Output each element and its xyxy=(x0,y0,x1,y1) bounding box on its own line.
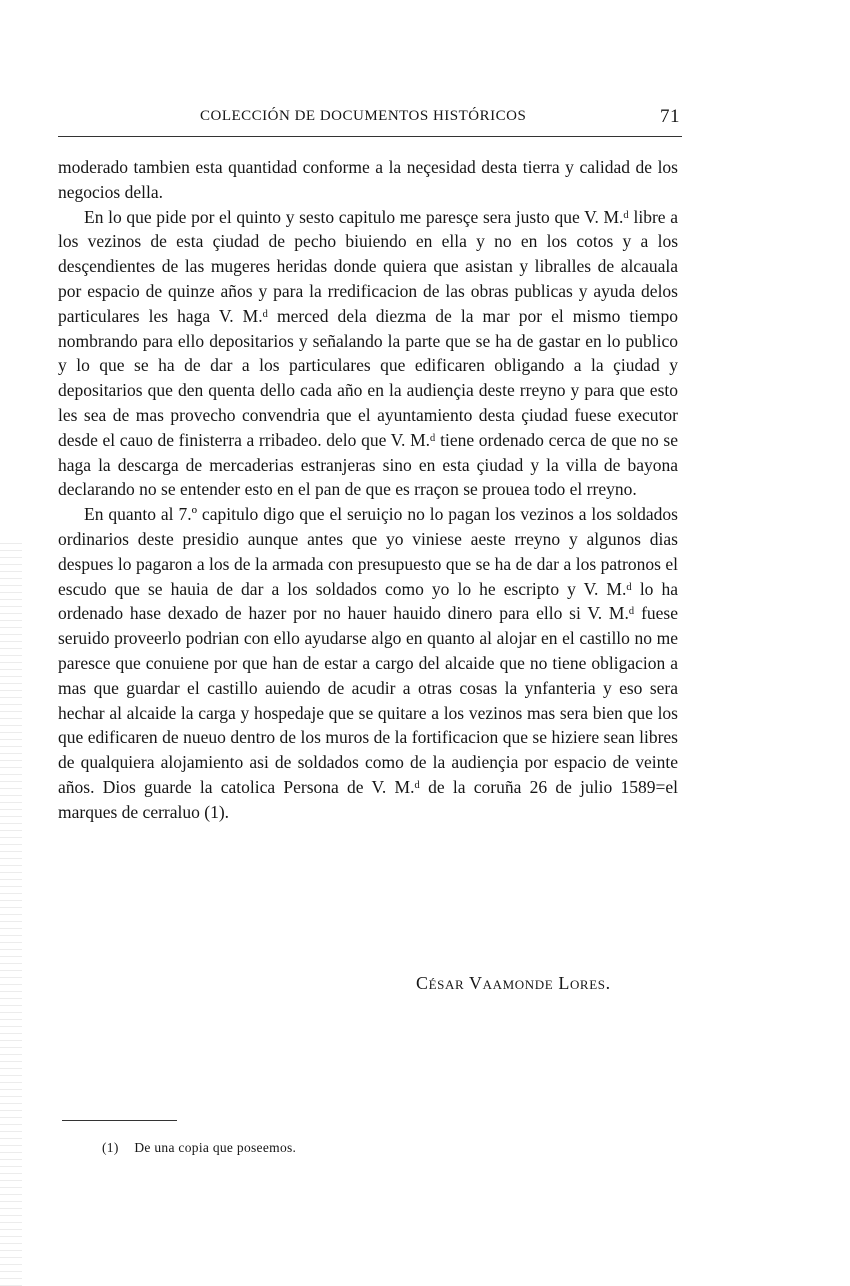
running-header xyxy=(200,106,680,132)
footnote-rule xyxy=(62,1120,177,1121)
paragraph-quinto-sesto: En lo que pide por el quinto y sesto capitulo me paresçe sera justo que V. M.ᵈ libre a los vezinos de esta çiudad de pecho biuiendo en ella y no en los cotos y a los desçendientes de las mugeres heridas donde quiera que asistan y libralles de alcauala por espacio de quinze años y para la rredificacion de las obras publicas y ayuda delos particulares les haga V. M.ᵈ merced dela diezma de la mar por el mismo tiempo nombrando para ello depositarios y señalando la parte que se ha de gastar en lo publico y lo que se ha de dar a los particulares que edificaren obligando a la çiudad y depositarios que den quenta dello cada año en la audiençia deste rreyno y para que esto les sea de mas provecho convendria que el ayuntamiento desta çiudad fuese executor desde el cauo de finisterra a rribadeo. delo que V. M.ᵈ tiene ordenado cerca de que no se haga la descarga de mercaderias estranjeras sino en esta çiudad y la villa de bayona declarando no se entender esto en el pan de que es rraçon se prouea todo el rreyno. xyxy=(58,206,678,500)
footnote xyxy=(102,1140,602,1156)
footnote-marker: (1) xyxy=(102,1140,119,1155)
paragraph-septimo: En quanto al 7.º capitulo digo que el seruiçio no lo pagan los vezinos a los soldados ordinarios deste presidio aunque antes que yo viniese aeste rreyno y algunos dias despues lo pagaron a los de la armada con presupuesto que se ha de dar a los patronos el escudo que se hauia de dar a los soldados como yo lo he escripto y V. M.ᵈ lo ha ordenado hase dexado de hazer por no hauer hauido dinero para ello si V. M.ᵈ fuese seruido proveerlo podrian con ello ayudarse algo en quanto al alojar en el castillo no me paresce que conuiene por que han de estar a cargo del alcaide que no tiene obligacion a mas que guardar el castillo auiendo de acudir a otras cosas la ynfanteria y eso sera hechar al alcaide la carga y hospedaje que se quitare a los vezinos mas sera bien que los que edificaren de nueuo dentro de los muros de la fortificacion que se hiziere sean libres de qualquiera alojamiento asi de soldados como de la audiençia por espacio de veinte años. Dios guarde la catolica Persona de V. M.ᵈ de la coruña 26 de julio 1589=el marques de cerraluo (1). xyxy=(58,504,678,822)
body-text xyxy=(58,155,678,825)
paragraph-continuation: moderado tambien esta quantidad conforme a la neçesidad desta tierra y calidad de los negocios della. xyxy=(58,157,678,202)
page-number: 71 xyxy=(660,106,680,127)
header-title: COLECCIÓN DE DOCUMENTOS HISTÓRICOS xyxy=(200,108,527,124)
header-rule xyxy=(58,136,682,137)
footnote-text: De una copia que poseemos. xyxy=(134,1140,297,1155)
author-signature: César Vaamonde Lores. xyxy=(416,973,611,993)
scan-edge-shadow xyxy=(0,540,22,1286)
